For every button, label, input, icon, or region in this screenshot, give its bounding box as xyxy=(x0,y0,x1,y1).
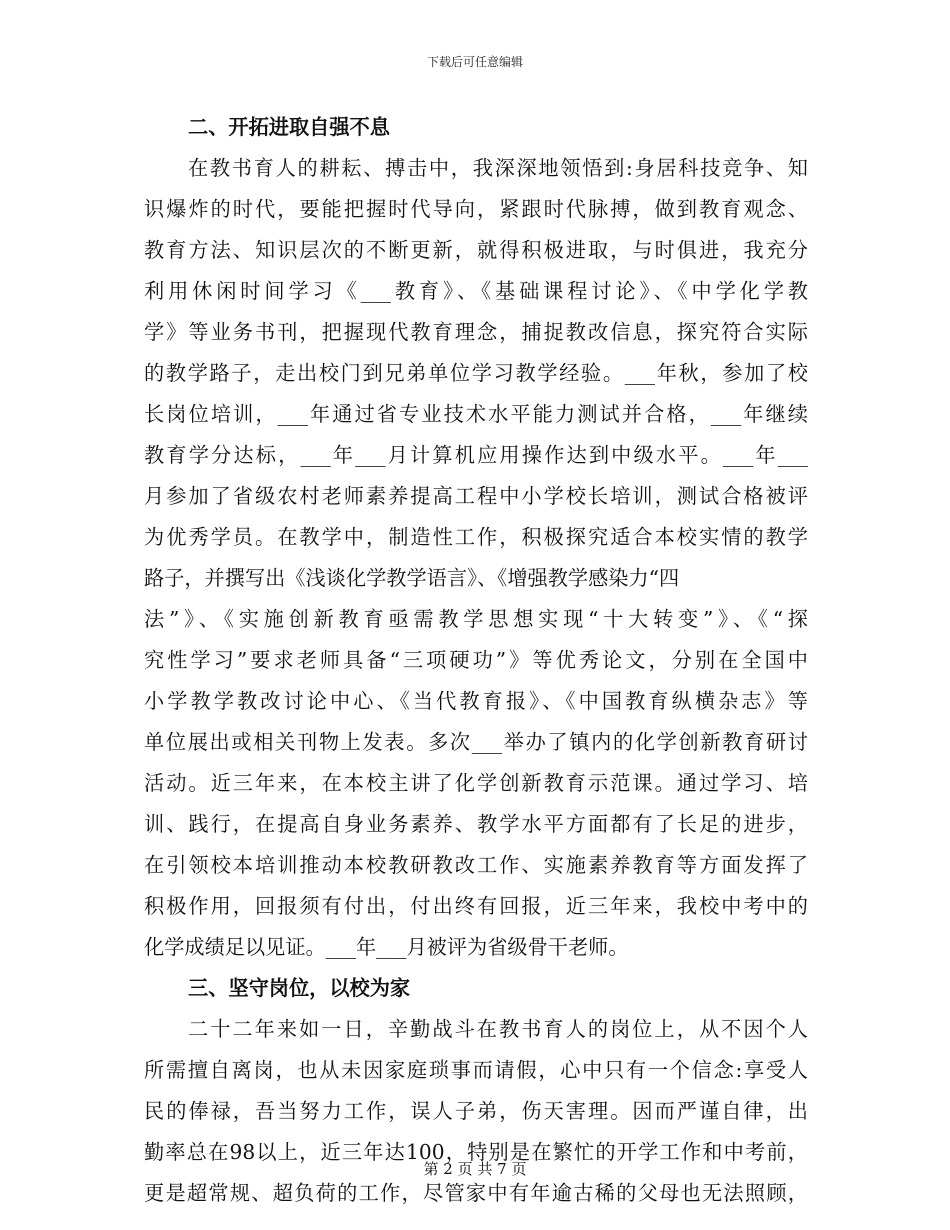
section-heading-2: 二、开拓进取自强不息 xyxy=(188,115,390,139)
paragraph-line: 教育方法、知识层次的不断更新，就得积极进取，与时俱进，我充分 xyxy=(144,238,808,262)
paragraph-line: 法”》、《实施创新教育亟需教学思想实现“十大转变”》、《“探 xyxy=(144,607,808,631)
paragraph-line: 路子，并撰写出《浅谈化学教学语言》、《增强教学感染力“四 xyxy=(144,566,680,590)
paragraph-line: 长岗位培训，___年通过省专业技术水平能力测试并合格，___年继续 xyxy=(144,402,808,426)
paragraph-line: 活动。近三年来，在本校主讲了化学创新教育示范课。通过学习、培 xyxy=(144,771,808,795)
paragraph-line: 化学成绩足以见证。___年___月被评为省级骨干老师。 xyxy=(144,935,629,959)
paragraph-line: 利用休闲时间学习《___教育》、《基础课程讨论》、《中学化学教 xyxy=(144,279,808,303)
page-header: 下载后可任意编辑 xyxy=(426,55,523,69)
paragraph-line: 为优秀学员。在教学中，制造性工作，积极探究适合本校实情的教学 xyxy=(144,525,808,549)
paragraph-line: 民的俸禄，吾当努力工作，误人子弟，伤天害理。因而严谨自律，出 xyxy=(144,1099,808,1123)
page-number: 第 2 页 共 7 页 xyxy=(423,1160,527,1178)
paragraph-line: 的教学路子，走出校门到兄弟单位学习教学经验。___年秋，参加了校 xyxy=(144,361,808,385)
paragraph-line: 识爆炸的时代，要能把握时代导向，紧跟时代脉搏，做到教育观念、 xyxy=(144,197,808,221)
paragraph-line: 二十二年来如一日，辛勤战斗在教书育人的岗位上，从不因个人 xyxy=(188,1017,808,1041)
paragraph-line: 究性学习”要求老师具备“三项硬功”》等优秀论文，分别在全国中 xyxy=(144,648,808,672)
paragraph-line: 单位展出或相关刊物上发表。多次___举办了镇内的化学创新教育研讨 xyxy=(144,730,808,754)
paragraph-line: 月参加了省级农村老师素养提高工程中小学校长培训，测试合格被评 xyxy=(144,484,808,508)
paragraph-line: 教育学分达标，___年___月计算机应用操作达到中级水平。___年___ xyxy=(144,443,808,467)
paragraph-line: 在引领校本培训推动本校教研教改工作、实施素养教育等方面发挥了 xyxy=(144,853,808,877)
paragraph-line: 勤率总在98以上，近三年达100，特别是在繁忙的开学工作和中考前， xyxy=(144,1140,808,1164)
paragraph-line: 所需擅自离岗，也从未因家庭琐事而请假，心中只有一个信念:享受人 xyxy=(144,1058,808,1082)
document-body xyxy=(144,107,808,1214)
paragraph-line: 积极作用，回报须有付出，付出终有回报，近三年来，我校中考中的 xyxy=(144,894,808,918)
section-heading-3: 三、坚守岗位，以校为家 xyxy=(188,976,411,1000)
paragraph-line: 训、践行，在提高自身业务素养、教学水平方面都有了长足的进步， xyxy=(144,812,808,836)
paragraph-line: 在教书育人的耕耘、搏击中，我深深地领悟到:身居科技竞争、知 xyxy=(188,156,808,180)
paragraph-line: 更是超常规、超负荷的工作，尽管家中有年逾古稀的父母也无法照顾， xyxy=(144,1181,808,1205)
paragraph-line: 小学教学教改讨论中心、《当代教育报》、《中国教育纵横杂志》等 xyxy=(144,689,808,713)
paragraph-line: 学》等业务书刊，把握现代教育理念，捕捉教改信息，探究符合实际 xyxy=(144,320,808,344)
